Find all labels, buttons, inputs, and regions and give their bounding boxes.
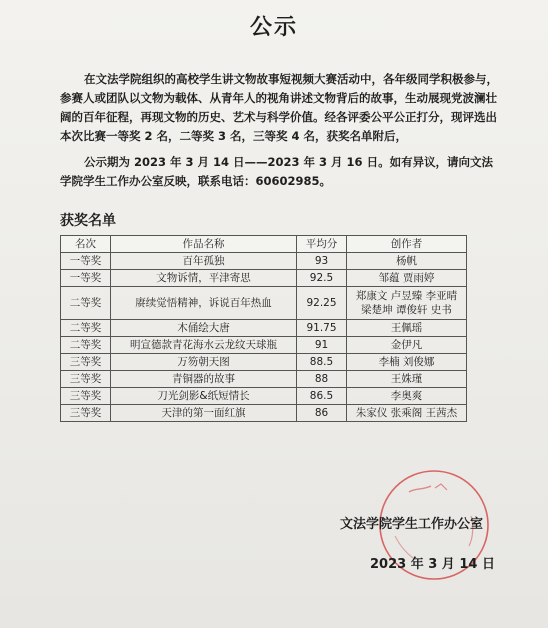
author-line: 梁楚坤 谭俊轩 史书 [361, 304, 452, 316]
cell-rank: 二等奖 [61, 320, 111, 337]
cell-authors: 朱家仪 张乘阁 王茜杰 [347, 405, 467, 422]
header-rank: 名次 [61, 236, 111, 253]
cell-authors: 王佩瑶 [347, 320, 467, 337]
cell-score: 93 [297, 253, 347, 270]
award-table-header-row [61, 236, 467, 253]
cell-score: 86.5 [297, 388, 347, 405]
signature-office: 文法学院学生工作办公室 [340, 517, 484, 532]
cell-work: 天津的第一面红旗 [111, 405, 297, 422]
cell-authors: 李楠 刘俊娜 [347, 354, 467, 371]
table-row [61, 270, 467, 287]
cell-authors: 杨帆 [347, 253, 467, 270]
cell-rank: 二等奖 [61, 287, 111, 320]
header-work: 作品名称 [111, 236, 297, 253]
cell-score: 92.25 [297, 287, 347, 320]
cell-score: 88 [297, 371, 347, 388]
cell-work: 木俑绘大唐 [111, 320, 297, 337]
cell-score: 86 [297, 405, 347, 422]
notice-paragraph-1: 在文法学院组织的高校学生讲文物故事短视频大赛活动中，各年级同学积极参与，参赛人或团队以文物为载体、从青年人的视角讲述文物背后的故事，生动展现党波澜壮阔的百年征程，再现文物的历史、艺术与科学价值。经各评委公平公正打分，现评选出本次比赛一等奖 2 名，二等奖 3 名，三等奖 4 名，获奖名单附后， [60, 72, 498, 143]
cell-authors: 邹蕴 贾雨婷 [347, 270, 467, 287]
award-table [60, 235, 467, 422]
table-row [61, 253, 467, 270]
cell-work: 青铜器的故事 [111, 371, 297, 388]
table-row [61, 371, 467, 388]
cell-authors: 金伊凡 [347, 337, 467, 354]
seal-ink-mark [409, 486, 431, 492]
cell-rank: 三等奖 [61, 388, 111, 405]
table-row [61, 337, 467, 354]
cell-work: 刀光剑影&纸短情长 [111, 388, 297, 405]
table-row [61, 287, 467, 320]
table-row [61, 354, 467, 371]
cell-rank: 一等奖 [61, 270, 111, 287]
cell-score: 88.5 [297, 354, 347, 371]
cell-work: 明宣德款青花海水云龙纹天球瓶 [111, 337, 297, 354]
cell-work: 百年孤独 [111, 253, 297, 270]
header-authors: 创作者 [347, 236, 467, 253]
table-row [61, 320, 467, 337]
cell-authors [347, 287, 467, 320]
award-list-title: 获奖名单 [60, 213, 116, 229]
table-row [61, 405, 467, 422]
cell-work: 赓续觉悟精神，诉说百年热血 [111, 287, 297, 320]
cell-rank: 三等奖 [61, 354, 111, 371]
cell-rank: 一等奖 [61, 253, 111, 270]
table-row [61, 388, 467, 405]
notice-title: 公示 [249, 15, 298, 40]
author-line: 郑康文 卢昱臻 李亚晴 [355, 290, 458, 302]
header-score: 平均分 [297, 236, 347, 253]
notice-paragraph-2: 公示期为 2023 年 3 月 14 日——2023 年 3 月 16 日。如有异议，请向文法学院学生工作办公室反映，联系电话：60602985。 [60, 155, 494, 188]
cell-work: 万笏朝天图 [111, 354, 297, 371]
cell-score: 92.5 [297, 270, 347, 287]
cell-authors: 王姝瑾 [347, 371, 467, 388]
cell-score: 91.75 [297, 320, 347, 337]
signature-date: 2023 年 3 月 14 日 [370, 557, 495, 572]
cell-rank: 二等奖 [61, 337, 111, 354]
cell-work: 文物诉情，平津寄思 [111, 270, 297, 287]
cell-score: 91 [297, 337, 347, 354]
cell-authors: 李奥爽 [347, 388, 467, 405]
cell-rank: 三等奖 [61, 405, 111, 422]
seal-ink-mark [435, 484, 447, 490]
cell-rank: 三等奖 [61, 371, 111, 388]
